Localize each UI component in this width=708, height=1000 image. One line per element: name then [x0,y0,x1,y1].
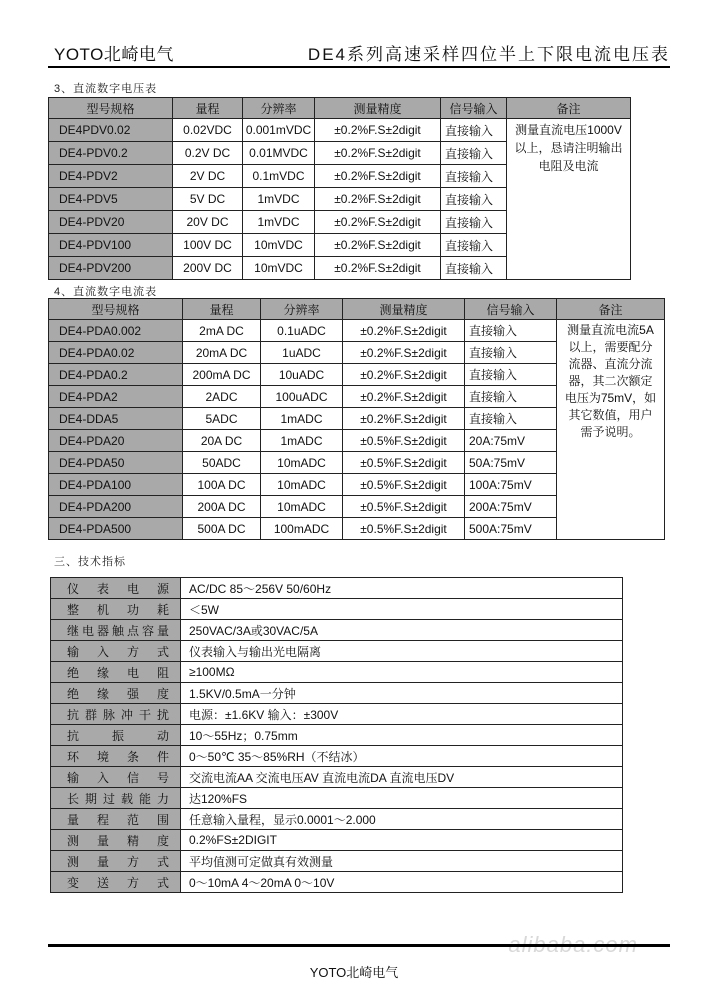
accuracy-cell: ±0.2%F.S±2digit [315,188,441,211]
col-header-accuracy: 测量精度 [343,299,465,320]
signal-cell: 直接输入 [441,257,507,280]
accuracy-cell: ±0.2%F.S±2digit [315,119,441,142]
accuracy-cell: ±0.2%F.S±2digit [343,320,465,342]
spec-value: 电源：±1.6KV 输入：±300V [181,704,623,725]
resolution-cell: 0.1uADC [261,320,343,342]
spec-row [51,809,623,830]
current-header-row [49,299,665,320]
accuracy-cell: ±0.5%F.S±2digit [343,474,465,496]
range-cell: 0.2V DC [173,142,243,165]
signal-cell: 直接输入 [465,342,557,364]
accuracy-cell: ±0.2%F.S±2digit [343,408,465,430]
spec-value: ≥100MΩ [181,662,623,683]
resolution-cell: 10mADC [261,474,343,496]
range-cell: 5ADC [183,408,261,430]
spec-row [51,599,623,620]
header-divider [48,66,670,68]
resolution-cell: 1mADC [261,430,343,452]
col-header-range: 量程 [183,299,261,320]
resolution-cell: 100mADC [261,518,343,540]
header-brand: YOTO北崎电气 [54,45,174,64]
spec-row [51,641,623,662]
spec-row [51,851,623,872]
accuracy-cell: ±0.5%F.S±2digit [343,452,465,474]
signal-cell: 直接输入 [441,165,507,188]
col-header-range: 量程 [173,98,243,119]
spec-value: 仪表输入与输出光电隔离 [181,641,623,662]
signal-cell: 直接输入 [441,119,507,142]
model-cell: DE4-PDA20 [49,430,183,452]
resolution-cell: 10uADC [261,364,343,386]
spec-value: ＜5W [181,599,623,620]
spec-label: 长期过载能力 [51,788,181,809]
resolution-cell: 10mADC [261,496,343,518]
spec-row [51,662,623,683]
model-cell: DE4-PDV20 [49,211,173,234]
spec-row [51,704,623,725]
spec-value: 10～55Hz；0.75mm [181,725,623,746]
resolution-cell: 10mVDC [243,257,315,280]
spec-label: 量程范围 [51,809,181,830]
col-header-note: 备注 [557,299,665,320]
spec-label: 测量方式 [51,851,181,872]
accuracy-cell: ±0.2%F.S±2digit [343,386,465,408]
spec-label: 绝缘电阻 [51,662,181,683]
resolution-cell: 1mADC [261,408,343,430]
resolution-cell: 1uADC [261,342,343,364]
section-current-title: 4、直流数字电流表 [54,286,158,298]
range-cell: 20A DC [183,430,261,452]
range-cell: 200A DC [183,496,261,518]
spec-row [51,683,623,704]
signal-cell: 200A:75mV [465,496,557,518]
spec-label: 继电器触点容量 [51,620,181,641]
model-cell: DE4-PDV200 [49,257,173,280]
model-cell: DE4-PDV0.2 [49,142,173,165]
spec-label: 抗群脉冲干扰 [51,704,181,725]
spec-label: 测量精度 [51,830,181,851]
spec-value: AC/DC 85～256V 50/60Hz [181,578,623,599]
range-cell: 20mA DC [183,342,261,364]
accuracy-cell: ±0.2%F.S±2digit [315,234,441,257]
watermark: alibaba.com [508,932,638,957]
spec-row [51,830,623,851]
spec-value: 任意输入量程，显示0.0001～2.000 [181,809,623,830]
specs-table [50,577,623,893]
range-cell: 0.02VDC [173,119,243,142]
spec-label: 输入信号 [51,767,181,788]
spec-row [51,788,623,809]
accuracy-cell: ±0.2%F.S±2digit [343,342,465,364]
resolution-cell: 10mVDC [243,234,315,257]
spec-value: 1.5KV/0.5mA一分钟 [181,683,623,704]
model-cell: DE4-PDA50 [49,452,183,474]
range-cell: 2mA DC [183,320,261,342]
spec-label: 绝缘强度 [51,683,181,704]
model-cell: DE4-PDA100 [49,474,183,496]
note-cell: 测量直流电压1000V以上，恳请注明输出电阻及电流 [507,119,631,280]
col-header-signal: 信号输入 [465,299,557,320]
resolution-cell: 1mVDC [243,188,315,211]
range-cell: 200mA DC [183,364,261,386]
accuracy-cell: ±0.5%F.S±2digit [343,496,465,518]
signal-cell: 500A:75mV [465,518,557,540]
range-cell: 100A DC [183,474,261,496]
resolution-cell: 10mADC [261,452,343,474]
signal-cell: 直接输入 [465,408,557,430]
spec-value: 0～50℃ 35～85%RH（不结冰） [181,746,623,767]
spec-value: 交流电流AA 交流电压AV 直流电流DA 直流电压DV [181,767,623,788]
range-cell: 2ADC [183,386,261,408]
current-table [48,298,665,540]
spec-label: 抗振动 [51,725,181,746]
accuracy-cell: ±0.2%F.S±2digit [315,257,441,280]
table-row [49,320,665,342]
model-cell: DE4-PDA500 [49,518,183,540]
resolution-cell: 0.01MVDC [243,142,315,165]
accuracy-cell: ±0.2%F.S±2digit [343,364,465,386]
range-cell: 2V DC [173,165,243,188]
voltage-header-row [49,98,631,119]
spec-value: 250VAC/3A或30VAC/5A [181,620,623,641]
signal-cell: 20A:75mV [465,430,557,452]
signal-cell: 直接输入 [441,142,507,165]
range-cell: 100V DC [173,234,243,257]
note-cell: 测量直流电流5A以上，需要配分流器、直流分流器，其二次额定电压为75mV，如其它数值，用户需予说明。 [557,320,665,540]
spec-label: 变送方式 [51,872,181,893]
col-header-signal: 信号输入 [441,98,507,119]
model-cell: DE4PDV0.02 [49,119,173,142]
signal-cell: 直接输入 [441,234,507,257]
spec-label: 整机功耗 [51,599,181,620]
model-cell: DE4-PDA0.2 [49,364,183,386]
resolution-cell: 0.001mVDC [243,119,315,142]
accuracy-cell: ±0.2%F.S±2digit [315,165,441,188]
spec-row [51,746,623,767]
col-header-note: 备注 [507,98,631,119]
resolution-cell: 0.1mVDC [243,165,315,188]
spec-row [51,578,623,599]
model-cell: DE4-PDA0.02 [49,342,183,364]
table-row [49,119,631,142]
footer-brand: YOTO北崎电气 [309,965,399,980]
col-header-model: 型号规格 [49,299,183,320]
spec-row [51,767,623,788]
range-cell: 20V DC [173,211,243,234]
resolution-cell: 1mVDC [243,211,315,234]
col-header-resolution: 分辨率 [261,299,343,320]
spec-row [51,620,623,641]
accuracy-cell: ±0.5%F.S±2digit [343,518,465,540]
section-specs-title: 三、技术指标 [54,556,126,568]
signal-cell: 直接输入 [465,320,557,342]
accuracy-cell: ±0.2%F.S±2digit [315,142,441,165]
signal-cell: 直接输入 [465,386,557,408]
range-cell: 500A DC [183,518,261,540]
col-header-accuracy: 测量精度 [315,98,441,119]
spec-value: 0.2%FS±2DIGIT [181,830,623,851]
range-cell: 200V DC [173,257,243,280]
signal-cell: 100A:75mV [465,474,557,496]
spec-label: 输入方式 [51,641,181,662]
footer-divider [48,944,670,947]
col-header-resolution: 分辨率 [243,98,315,119]
resolution-cell: 100uADC [261,386,343,408]
range-cell: 50ADC [183,452,261,474]
header-title: DE4系列高速采样四位半上下限电流电压表 [307,45,670,64]
model-cell: DE4-PDV5 [49,188,173,211]
range-cell: 5V DC [173,188,243,211]
signal-cell: 直接输入 [465,364,557,386]
spec-row [51,872,623,893]
signal-cell: 直接输入 [441,211,507,234]
accuracy-cell: ±0.5%F.S±2digit [343,430,465,452]
model-cell: DE4-PDV100 [49,234,173,257]
voltage-table [48,97,631,280]
section-voltage-title: 3、直流数字电压表 [54,83,158,95]
signal-cell: 直接输入 [441,188,507,211]
model-cell: DE4-DDA5 [49,408,183,430]
spec-value: 达120%FS [181,788,623,809]
spec-label: 环境条件 [51,746,181,767]
spec-row [51,725,623,746]
model-cell: DE4-PDA0.002 [49,320,183,342]
accuracy-cell: ±0.2%F.S±2digit [315,211,441,234]
spec-value: 平均值测可定做真有效测量 [181,851,623,872]
model-cell: DE4-PDA2 [49,386,183,408]
signal-cell: 50A:75mV [465,452,557,474]
spec-label: 仪表电源 [51,578,181,599]
spec-value: 0～10mA 4～20mA 0～10V [181,872,623,893]
model-cell: DE4-PDA200 [49,496,183,518]
model-cell: DE4-PDV2 [49,165,173,188]
col-header-model: 型号规格 [49,98,173,119]
